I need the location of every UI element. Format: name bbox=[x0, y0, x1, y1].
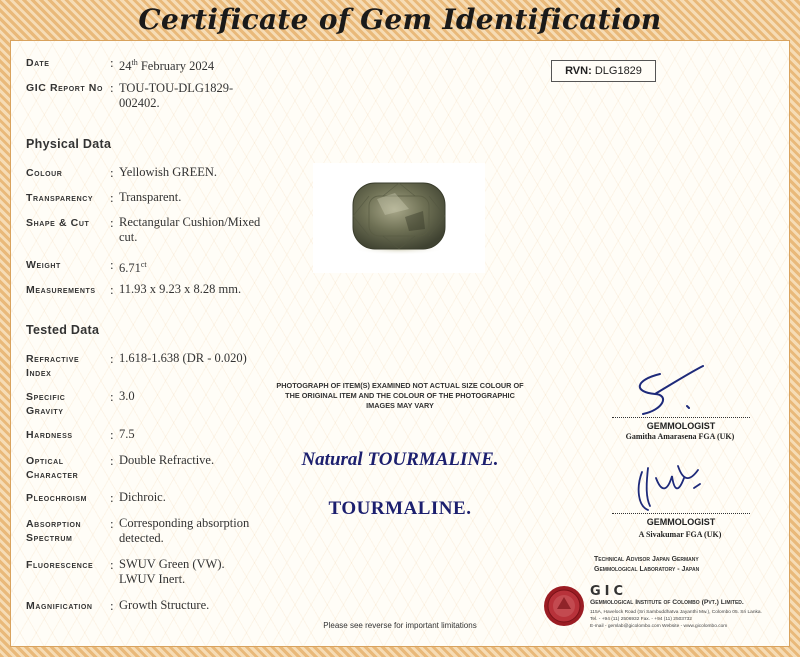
date-suffix: th bbox=[131, 58, 138, 67]
refractive-index-label bbox=[26, 352, 79, 380]
report-label: GIC Report No bbox=[26, 82, 104, 94]
physical-data-heading: Physical Data bbox=[26, 137, 112, 151]
certificate-title: Certificate of Gem Identification bbox=[138, 3, 662, 36]
gemmologist-1-title: GEMMOLOGIST bbox=[646, 421, 716, 431]
absorption-spectrum-label bbox=[26, 517, 81, 545]
refractive-index-label-2: Index bbox=[26, 367, 52, 379]
institute-web: E-mail - gemlab@gicolombo.com Website - www.gicolombo.com bbox=[590, 624, 728, 629]
photo-disclaimer-line1: PHOTOGRAPH OF ITEM(S) EXAMINED NOT ACTUAL SIZE COLOUR OF bbox=[276, 381, 524, 390]
pleochroism-value: Dichroic. bbox=[119, 490, 166, 504]
measurements-colon: : bbox=[110, 282, 114, 297]
magnification-colon: : bbox=[110, 598, 114, 613]
optical-character-colon: : bbox=[110, 453, 114, 468]
signature-2-icon bbox=[628, 458, 718, 513]
shape-cut-line2: cut. bbox=[119, 230, 138, 244]
date-label: Date bbox=[26, 57, 50, 69]
gemmologist-2-name: A Sivakumar FGA (UK) bbox=[638, 530, 722, 539]
rvn-value: DLG1829 bbox=[594, 65, 642, 77]
fluorescence-line2: LWUV Inert. bbox=[119, 572, 186, 586]
refractive-index-label-1: Refractive bbox=[26, 353, 80, 365]
absorption-spectrum-label-1: Absorption bbox=[26, 518, 82, 530]
tested-data-heading: Tested Data bbox=[26, 323, 100, 337]
signature-2-line bbox=[612, 513, 750, 514]
photo-disclaimer-line3: IMAGES MAY VARY bbox=[366, 401, 434, 410]
date-day: 24 bbox=[119, 59, 132, 74]
gemstone-photo bbox=[313, 163, 485, 273]
institute-address-block bbox=[590, 609, 780, 630]
optical-character-label-1: Optical bbox=[26, 455, 64, 467]
identification-natural: Natural TOURMALINE. bbox=[301, 449, 499, 470]
optical-character-label bbox=[26, 454, 78, 482]
pleochroism-label: Pleochroism bbox=[26, 492, 88, 504]
transparency-colon: : bbox=[110, 190, 114, 205]
absorption-spectrum-line2: detected. bbox=[119, 531, 164, 545]
refractive-index-colon: : bbox=[110, 351, 114, 366]
colour-label: Colour bbox=[26, 167, 63, 179]
absorption-spectrum-line1: Corresponding absorption bbox=[119, 516, 250, 530]
fluorescence-label: Fluorescence bbox=[26, 559, 94, 571]
shape-cut-value bbox=[119, 215, 260, 245]
specific-gravity-label bbox=[26, 390, 65, 418]
absorption-spectrum-value bbox=[119, 516, 249, 546]
gemstone-icon bbox=[313, 163, 485, 273]
footer-note: Please see reverse for important limitations bbox=[323, 621, 477, 630]
pleochroism-colon: : bbox=[110, 490, 114, 505]
technical-advisor bbox=[594, 555, 774, 575]
hardness-label: Hardness bbox=[26, 429, 73, 441]
weight-number: 6.71 bbox=[119, 261, 141, 276]
identification-species: TOURMALINE. bbox=[328, 498, 472, 519]
fluorescence-value bbox=[119, 557, 225, 587]
shape-cut-line1: Rectangular Cushion/Mixed bbox=[119, 215, 261, 229]
specific-gravity-label-1: Specific bbox=[26, 391, 66, 403]
institute-name: Gemmological Institute of Colombo (Pvt.) Limited. bbox=[590, 599, 744, 606]
specific-gravity-label-2: Gravity bbox=[26, 405, 64, 417]
photo-disclaimer-line2: THE ORIGINAL ITEM AND THE COLOUR OF THE PHOTOGRAPHIC bbox=[285, 391, 515, 400]
transparency-value: Transparent. bbox=[119, 190, 182, 204]
magnification-label: Magnification bbox=[26, 600, 93, 612]
transparency-label: Transparency bbox=[26, 192, 94, 204]
weight-unit: ct bbox=[140, 260, 147, 269]
advisor-line2: Gemmological Laboratory - Japan bbox=[594, 566, 700, 573]
gic-logo: GIC bbox=[590, 584, 628, 599]
photo-disclaimer bbox=[270, 381, 530, 411]
institute-phone: Tel. - +94 (11) 2506932 Fax. - +94 (11) 2503732 bbox=[590, 617, 692, 622]
date-colon: : bbox=[110, 55, 114, 70]
report-line2: 002402. bbox=[119, 96, 160, 110]
optical-character-value: Double Refractive. bbox=[119, 453, 215, 467]
weight-value bbox=[119, 257, 147, 276]
measurements-label: Measurements bbox=[26, 284, 96, 296]
gemmologist-1-name: Gamitha Amarasena FGA (UK) bbox=[625, 432, 735, 441]
measurements-value: 11.93 x 9.23 x 8.28 mm. bbox=[119, 282, 242, 296]
report-value bbox=[119, 81, 233, 111]
advisor-line1: Technical Advisor Japan Germany bbox=[594, 556, 699, 563]
signature-1-icon bbox=[625, 362, 715, 417]
date-value bbox=[119, 55, 214, 74]
absorption-spectrum-colon: : bbox=[110, 516, 114, 531]
optical-character-label-2: Character bbox=[26, 469, 79, 481]
hardness-value: 7.5 bbox=[119, 427, 135, 441]
report-colon: : bbox=[110, 80, 114, 95]
colour-colon: : bbox=[110, 165, 114, 180]
rvn-label: RVN: bbox=[565, 65, 592, 77]
weight-label: Weight bbox=[26, 259, 61, 271]
fluorescence-line1: SWUV Green (VW). bbox=[119, 557, 225, 571]
weight-colon: : bbox=[110, 257, 114, 272]
colour-value: Yellowish GREEN. bbox=[119, 165, 218, 179]
rvn-box bbox=[551, 60, 656, 82]
magnification-value: Growth Structure. bbox=[119, 598, 210, 612]
shape-cut-colon: : bbox=[110, 215, 114, 230]
hardness-colon: : bbox=[110, 427, 114, 442]
gemmologist-2-title: GEMMOLOGIST bbox=[646, 517, 716, 527]
refractive-index-value: 1.618-1.638 (DR - 0.020) bbox=[119, 351, 247, 365]
report-line1: TOU-TOU-DLG1829- bbox=[119, 81, 234, 95]
fluorescence-colon: : bbox=[110, 557, 114, 572]
specific-gravity-colon: : bbox=[110, 389, 114, 404]
absorption-spectrum-label-2: Spectrum bbox=[26, 532, 73, 544]
date-rest: February 2024 bbox=[137, 59, 215, 74]
specific-gravity-value: 3.0 bbox=[119, 389, 135, 403]
institute-address: 115A, Havelock Road (Sri Sambuddhatva Jayanthi Mw.), Colombo 05. Sri Lanka. bbox=[590, 610, 762, 615]
shape-cut-label: Shape & Cut bbox=[26, 217, 90, 229]
signature-1-line bbox=[612, 417, 750, 418]
